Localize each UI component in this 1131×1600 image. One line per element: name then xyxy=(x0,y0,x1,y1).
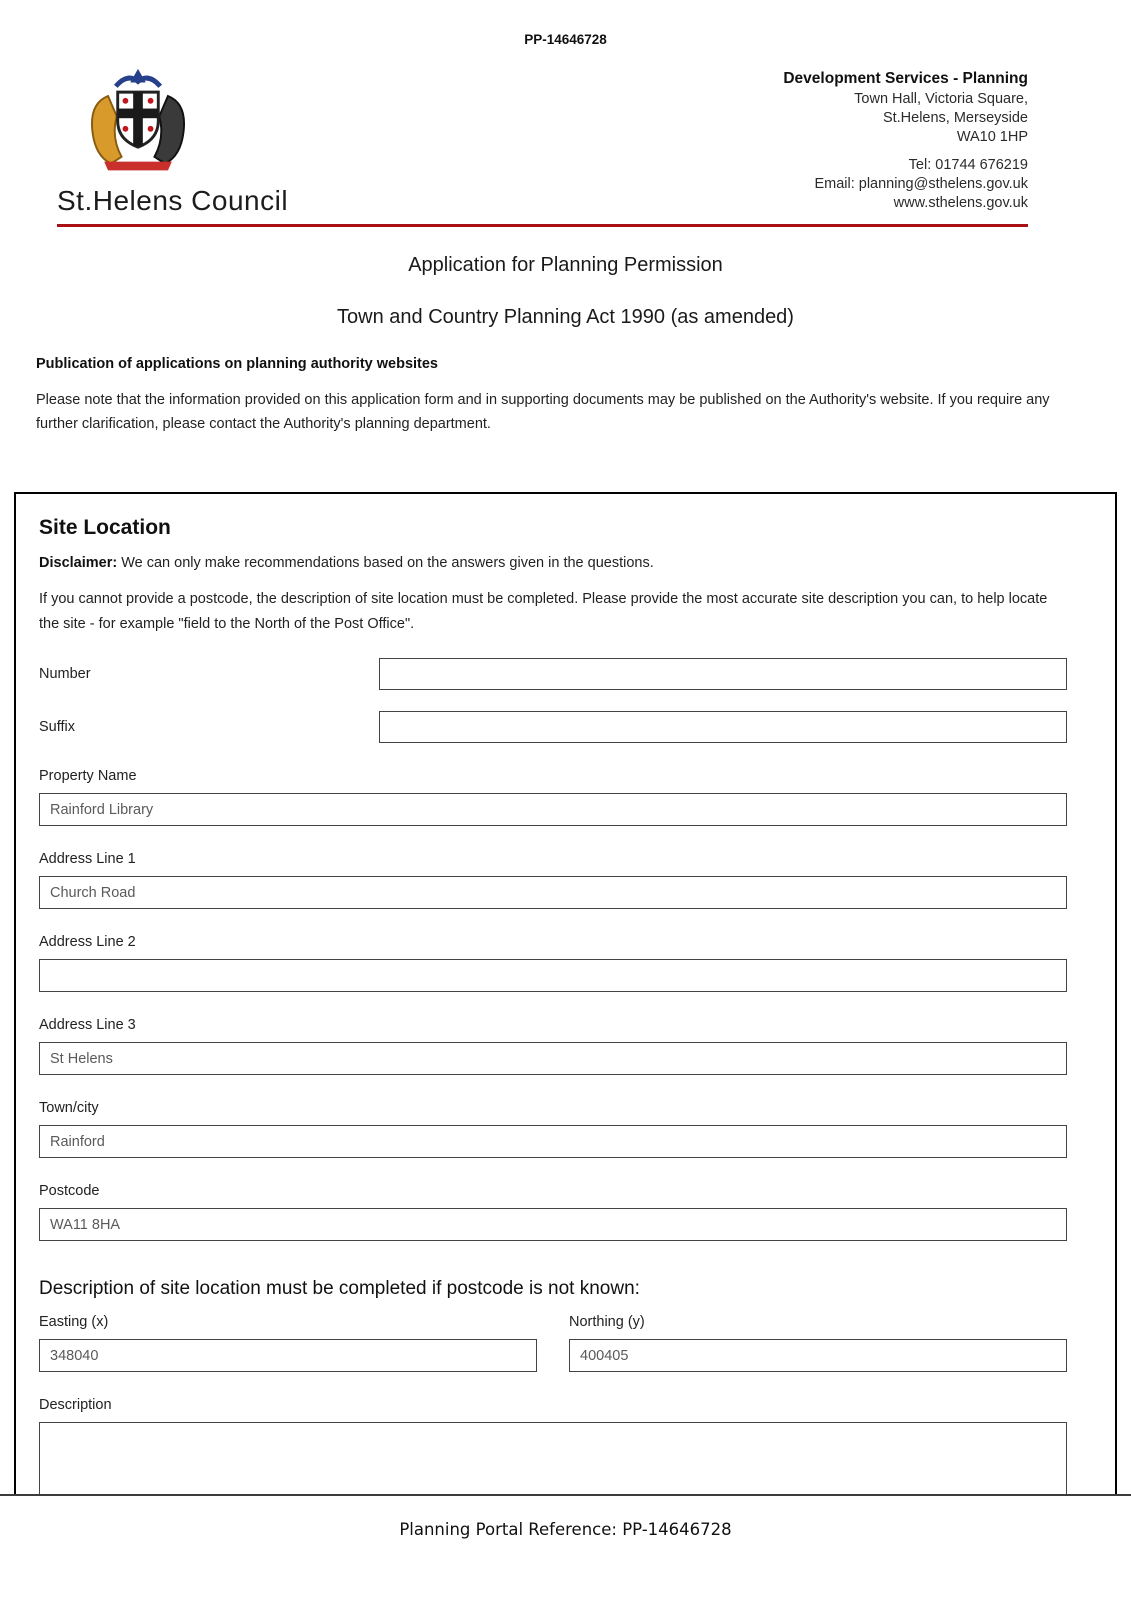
number-input[interactable] xyxy=(379,658,1067,690)
town-city-label: Town/city xyxy=(39,1100,99,1116)
email-address: Email: planning@sthelens.gov.uk xyxy=(814,176,1028,192)
field-property-name xyxy=(39,768,1067,826)
easting-input[interactable] xyxy=(39,1339,537,1372)
disclaimer-body: We can only make recommendations based on the answers given in the questions. xyxy=(121,555,654,571)
address-line-3-label: Address Line 3 xyxy=(39,1017,136,1033)
publication-body: Please note that the information provided on this application form and in supporting documents may be published on the Authority's website. If you require any further clarification, please contact the Authority's planning department. xyxy=(36,392,1050,432)
description-textarea[interactable] xyxy=(39,1422,1067,1494)
department-name: Development Services - Planning xyxy=(783,70,1028,87)
postcode-input[interactable] xyxy=(39,1208,1067,1241)
form-title: Application for Planning Permission xyxy=(408,254,723,276)
address-line-2-input[interactable] xyxy=(39,959,1067,992)
northing-input[interactable] xyxy=(569,1339,1067,1372)
suffix-input[interactable] xyxy=(379,711,1067,743)
phone-number: Tel: 01744 676219 xyxy=(908,157,1028,173)
address-line-3-input[interactable] xyxy=(39,1042,1067,1075)
northing-label: Northing (y) xyxy=(569,1314,645,1330)
address-line: St.Helens, Merseyside xyxy=(882,110,1028,126)
page-boundary-divider xyxy=(0,1494,1131,1496)
council-crest-logo xyxy=(75,67,201,181)
address-line-1-input[interactable] xyxy=(39,876,1067,909)
form-subtitle: Town and Country Planning Act 1990 (as amended) xyxy=(337,306,794,328)
address-line: Town Hall, Victoria Square, xyxy=(854,91,1028,107)
field-postcode xyxy=(39,1183,1067,1241)
field-address-line-1 xyxy=(39,851,1067,909)
field-northing xyxy=(569,1314,1067,1372)
field-address-line-2 xyxy=(39,934,1067,992)
header-divider-rule xyxy=(57,224,1028,227)
field-row-number xyxy=(39,658,1067,690)
description-requirement-heading: Description of site location must be completed if postcode is not known: xyxy=(39,1278,640,1299)
disclaimer-text xyxy=(39,555,1067,571)
section-title: Site Location xyxy=(39,516,171,539)
coordinates-row xyxy=(39,1314,1067,1372)
easting-label: Easting (x) xyxy=(39,1314,109,1330)
field-description xyxy=(39,1397,1067,1494)
address-line-2-label: Address Line 2 xyxy=(39,934,136,950)
description-label: Description xyxy=(39,1397,112,1413)
council-name: St.Helens Council xyxy=(57,185,289,216)
suffix-label: Suffix xyxy=(39,719,76,735)
town-city-input[interactable] xyxy=(39,1125,1067,1158)
form-header xyxy=(57,67,1028,217)
postcode-label: Postcode xyxy=(39,1183,100,1199)
site-location-section xyxy=(14,492,1117,1494)
number-label: Number xyxy=(39,666,91,682)
field-easting xyxy=(39,1314,537,1372)
publication-heading: Publication of applications on planning authority websites xyxy=(36,356,438,372)
council-logo-block xyxy=(57,67,347,217)
footer-planning-portal-reference: Planning Portal Reference: PP-14646728 xyxy=(399,1520,732,1539)
planning-reference-header: PP-14646728 xyxy=(524,32,607,47)
disclaimer-label: Disclaimer: xyxy=(39,555,118,571)
address-line: WA10 1HP xyxy=(956,129,1028,145)
contact-block xyxy=(783,67,1028,217)
field-town-city xyxy=(39,1100,1067,1158)
property-name-label: Property Name xyxy=(39,768,137,784)
field-address-line-3 xyxy=(39,1017,1067,1075)
address-line-1-label: Address Line 1 xyxy=(39,851,136,867)
website-url: www.sthelens.gov.uk xyxy=(893,195,1028,211)
field-row-suffix xyxy=(39,711,1067,743)
postcode-instructions: If you cannot provide a postcode, the description of site location must be completed. Please provide the most accurate site description you can, to help locate the site - for example "field to the North of the Post Office". xyxy=(39,591,1048,632)
property-name-input[interactable] xyxy=(39,793,1067,826)
